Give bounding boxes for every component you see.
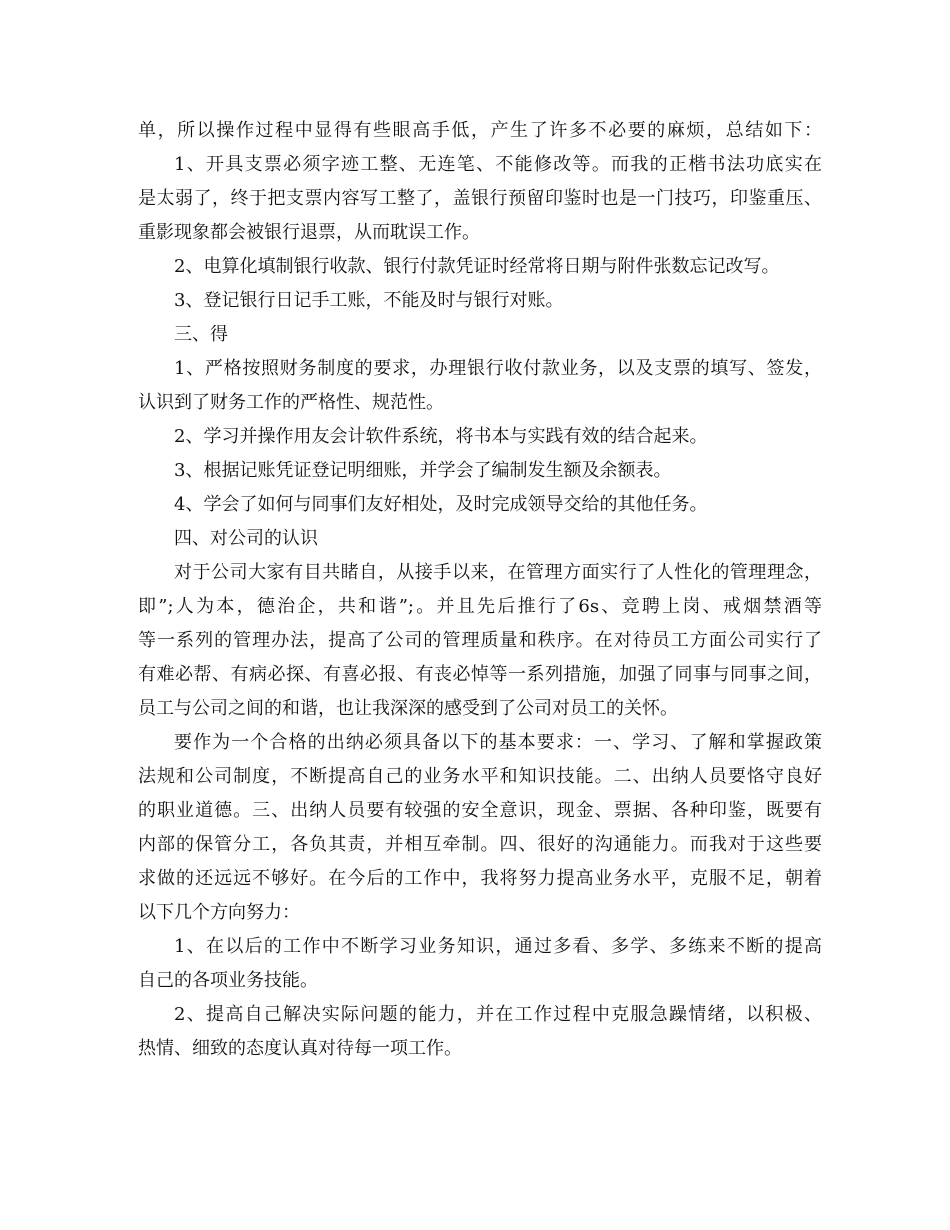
text-line: 2、学习并操作用友会计软件系统，将书本与实践有效的结合起来。: [174, 426, 708, 447]
document-body: [138, 114, 822, 1066]
text-line: 以下几个方向努力：: [138, 902, 300, 923]
text-line: 法规和公司制度，不断提高自己的业务水平和知识技能。二、出纳人员要恪守良好: [138, 766, 822, 787]
text-line: 对于公司大家有目共睹自，从接手以来，在管理方面实行了人性化的管理理念，: [174, 562, 822, 583]
text-line: 员工与公司之间的和谐，也让我深深的感受到了公司对员工的关怀。: [138, 698, 678, 719]
text-line: 有难必帮、有病必探、有喜必报、有丧必悼等一系列措施，加强了同事与同事之间，: [138, 664, 822, 685]
section-heading: 三、得: [174, 324, 228, 345]
text-line: 1、开具支票必须字迹工整、无连笔、不能修改等。而我的正楷书法功底实在: [174, 154, 822, 175]
text-line: 要作为一个合格的出纳必须具备以下的基本要求：一、学习、了解和掌握政策: [174, 732, 822, 753]
text-line: 求做的还远远不够好。在今后的工作中，我将努力提高业务水平，克服不足，朝着: [138, 868, 822, 889]
text-line: 1、在以后的工作中不断学习业务知识，通过多看、多学、多练来不断的提高: [174, 936, 822, 957]
text-line: 认识到了财务工作的严格性、规范性。: [138, 392, 444, 413]
text-line: 2、提高自己解决实际问题的能力，并在工作过程中克服急躁情绪，以积极、: [174, 1004, 822, 1025]
text-line: 内部的保管分工，各负其责，并相互牵制。四、很好的沟通能力。而我对于这些要: [138, 834, 822, 855]
text-line: 重影现象都会被银行退票，从而耽误工作。: [138, 222, 480, 243]
section-heading: 四、对公司的认识: [174, 528, 318, 549]
text-line: 3、根据记账凭证登记明细账，并学会了编制发生额及余额表。: [174, 460, 672, 481]
text-line: 热情、细致的态度认真对待每一项工作。: [138, 1038, 462, 1059]
text-line: 等一系列的管理办法，提高了公司的管理质量和秩序。在对待员工方面公司实行了: [138, 630, 822, 651]
text-line: 即”;人为本，德治企，共和谐”;。并且先后推行了6s、竞聘上岗、戒烟禁酒等: [138, 596, 822, 617]
text-line: 自己的各项业务技能。: [138, 970, 318, 991]
text-line: 单，所以操作过程中显得有些眼高手低，产生了许多不必要的麻烦，总结如下：: [138, 120, 822, 141]
text-line: 是太弱了，终于把支票内容写工整了，盖银行预留印鉴时也是一门技巧，印鉴重压、: [138, 188, 822, 209]
text-line: 1、严格按照财务制度的要求，办理银行收付款业务，以及支票的填写、签发，: [174, 358, 822, 379]
text-line: 3、登记银行日记手工账，不能及时与银行对账。: [174, 290, 564, 311]
text-line: 的职业道德。三、出纳人员要有较强的安全意识，现金、票据、各种印鉴，既要有: [138, 800, 822, 821]
text-line: 2、电算化填制银行收款、银行付款凭证时经常将日期与附件张数忘记改写。: [174, 256, 780, 277]
text-line: 4、学会了如何与同事们友好相处，及时完成领导交给的其他任务。: [174, 494, 708, 515]
